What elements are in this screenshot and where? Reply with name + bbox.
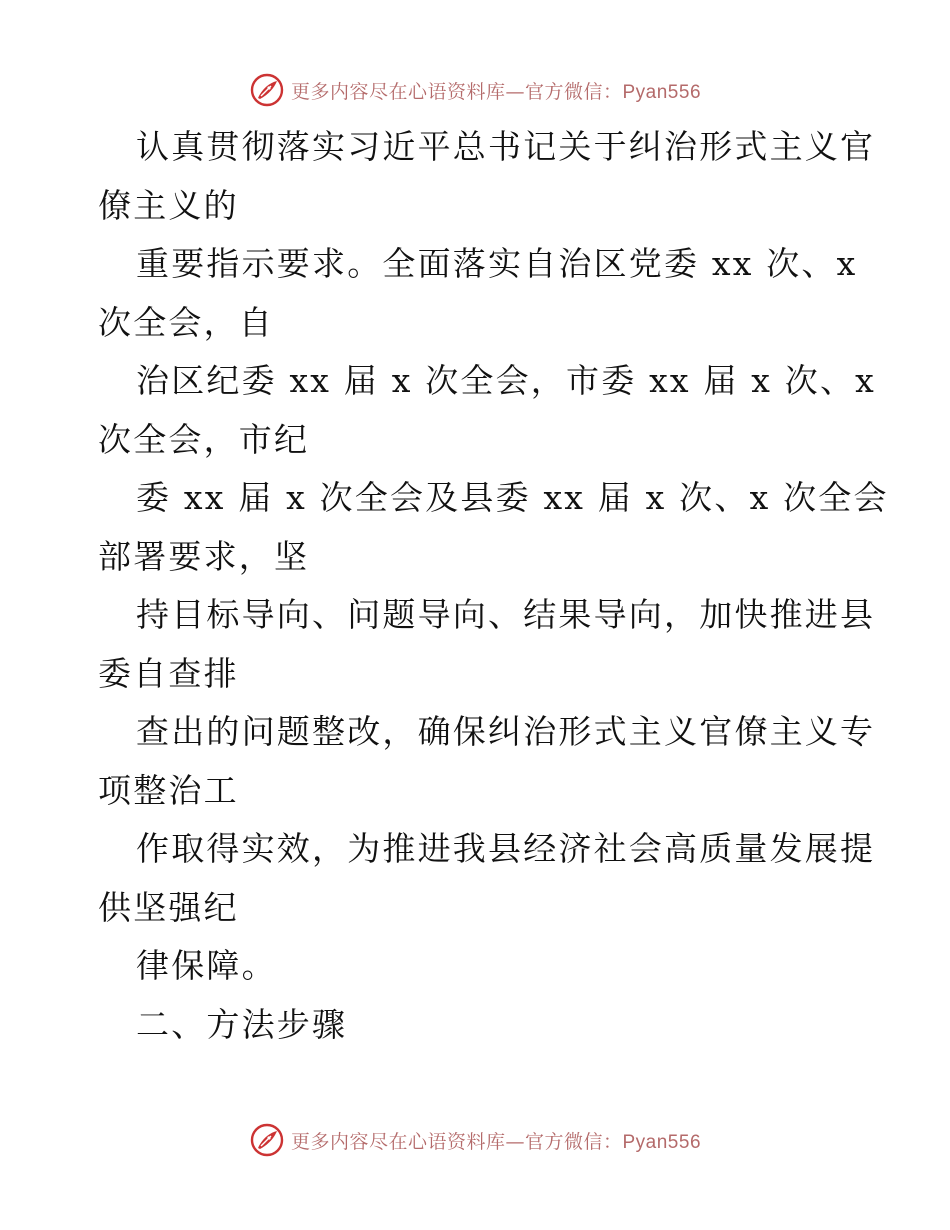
header-banner-wechat-id: Pyan556 <box>622 81 702 103</box>
body-line: 项整治工 <box>98 770 239 810</box>
body-line: 律保障。 <box>136 946 277 985</box>
header-banner-text-cn: 更多内容尽在心语资料库—官方微信： <box>290 80 623 103</box>
footer-banner <box>0 1120 950 1160</box>
body-line: 查出的问题整改，确保纠治形式主义官僚主义专 <box>136 712 876 751</box>
body-line: 治区纪委 xx 届 x 次全会，市委 xx 届 x 次、x <box>136 361 876 400</box>
body-line: 委自查排 <box>98 653 239 693</box>
footer-banner-text-cn: 更多内容尽在心语资料库—官方微信： <box>290 1130 623 1153</box>
body-line: 持目标导向、问题导向、结果导向，加快推进县 <box>136 595 876 634</box>
body-line: 重要指示要求。全面落实自治区党委 xx 次、x <box>136 244 858 283</box>
header-banner-text <box>291 77 701 104</box>
footer-banner-text <box>291 1127 701 1154</box>
body-line: 作取得实效，为推进我县经济社会高质量发展提 <box>136 829 876 868</box>
body-line: 供坚强纪 <box>98 887 239 927</box>
pen-nib-circle-icon <box>249 1122 285 1158</box>
document-body <box>98 118 889 1054</box>
body-line: 次全会，自 <box>98 302 274 342</box>
header-banner <box>0 70 950 110</box>
footer-banner-wechat-id: Pyan556 <box>622 1131 702 1153</box>
body-line: 僚主义的 <box>98 185 239 225</box>
body-line: 认真贯彻落实习近平总书记关于纠治形式主义官 <box>136 127 876 166</box>
body-line: 部署要求，坚 <box>98 536 310 576</box>
body-line: 委 xx 届 x 次全会及县委 xx 届 x 次、x 次全会 <box>136 478 889 517</box>
section-heading: 二、方法步骤 <box>136 1004 348 1044</box>
pen-nib-circle-icon <box>249 72 285 108</box>
body-line: 次全会，市纪 <box>98 419 310 459</box>
